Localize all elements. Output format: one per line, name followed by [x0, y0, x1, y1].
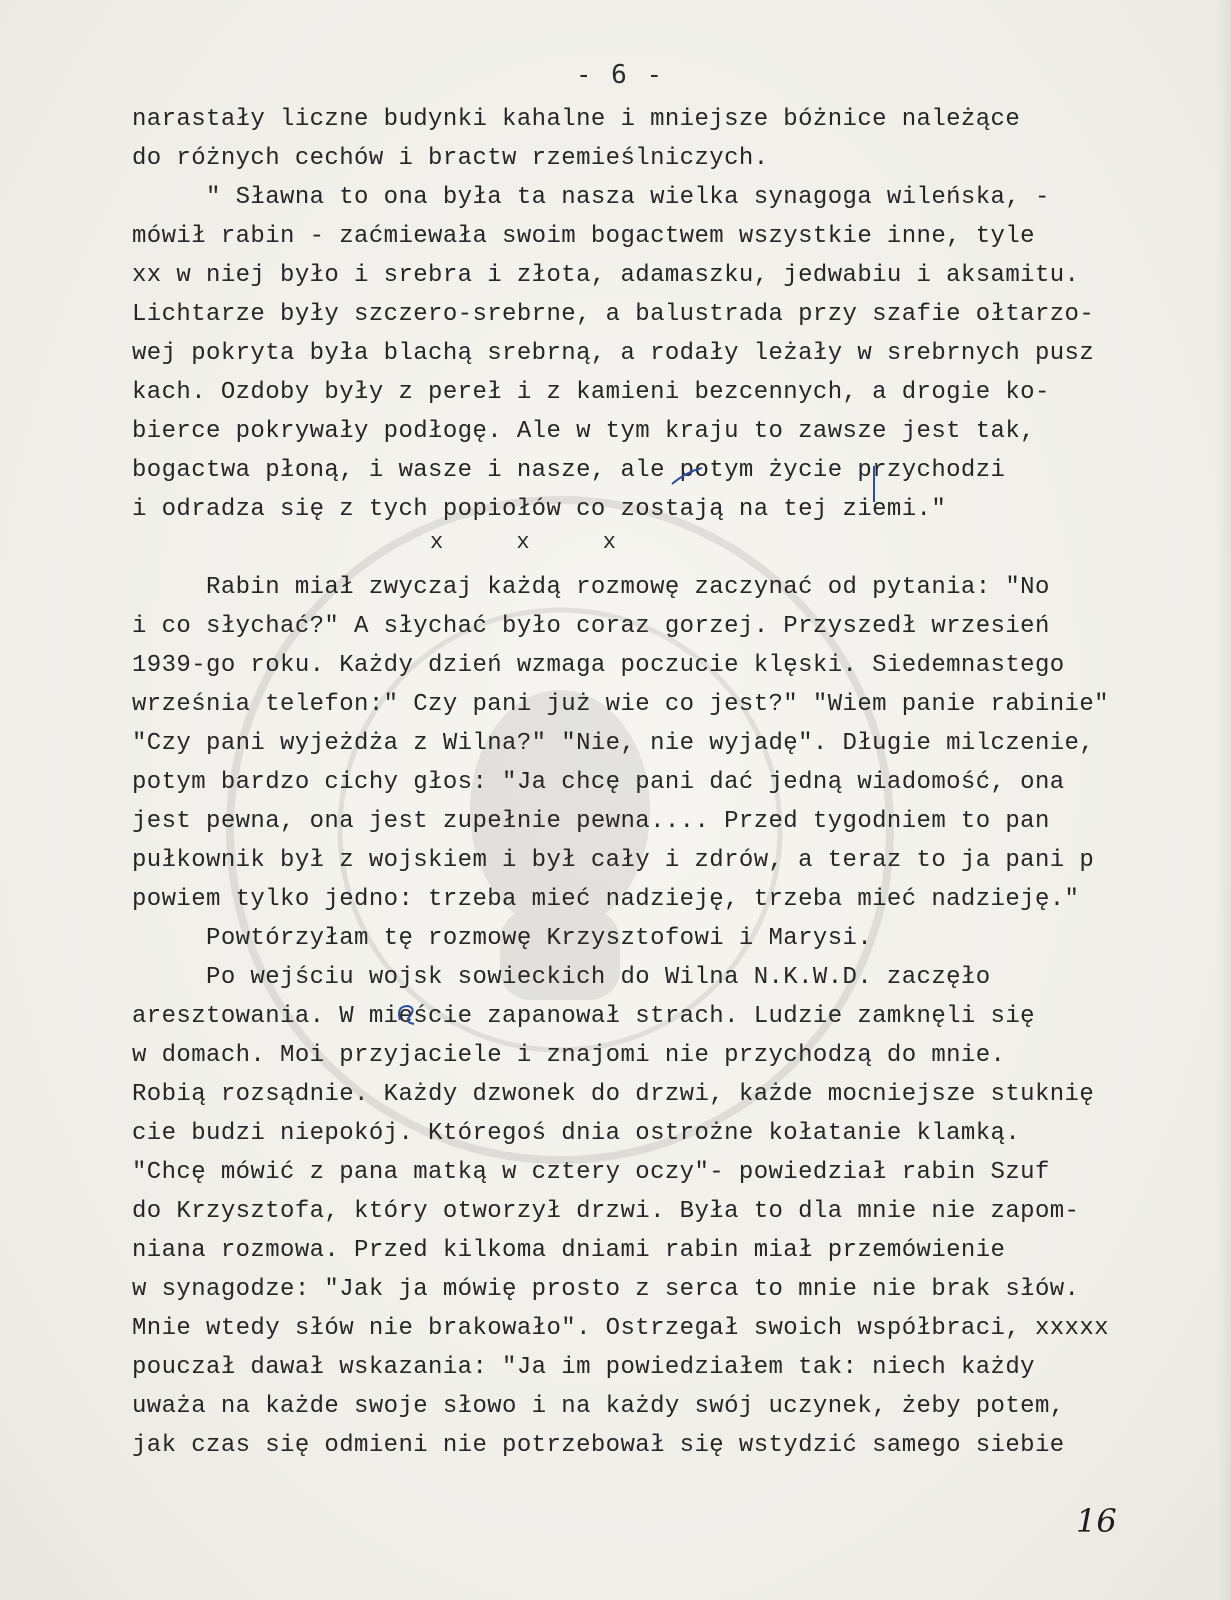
text-line: Powtórzyłam tę rozmowę Krzysztofowi i Marysi. — [132, 925, 873, 952]
text-line: Lichtarze były szczero-srebrne, a balustrada przy szafie ołtarzo- — [132, 301, 1095, 328]
text-line: pouczał dawał wskazania: "Ja im powiedziałem tak: niech każdy — [132, 1354, 1035, 1381]
text-line: do różnych cechów i bractw rzemieślniczych. — [132, 145, 769, 172]
text-line: uważa na każde swoje słowo i na każdy swój uczynek, żeby potem, — [132, 1393, 1065, 1420]
text-line: xx w niej było i srebra i złota, adamaszku, jedwabiu i aksamitu. — [132, 262, 1080, 289]
page-number: - 6 - — [575, 60, 665, 90]
text-line: "Chcę mówić z pana matką w cztery oczy"- powiedział rabin Szuf — [132, 1159, 1050, 1186]
text-line: września telefon:" Czy pani już wie co jest?" "Wiem panie rabinie" — [132, 691, 1109, 718]
blank-line — [132, 529, 1202, 568]
text-line: mówił rabin - zaćmiewała swoim bogactwem wszystkie inne, tyle — [132, 223, 1035, 250]
text-line: "Czy pani wyjeżdża z Wilna?" "Nie, nie wyjadę". Długie milczenie, — [132, 730, 1095, 757]
text-line: wej pokryta była blachą srebrną, a rodały leżały w srebrnych pusz — [132, 340, 1095, 367]
text-line: narastały liczne budynki kahalne i mniejsze bóżnice należące — [132, 106, 1021, 133]
page-edge-shadow — [1217, 0, 1231, 1600]
text-line: do Krzysztofa, który otworzył drzwi. Była to dla mnie nie zapom- — [132, 1198, 1080, 1225]
section-separator: x x x — [430, 530, 647, 555]
text-line: i co słychać?" A słychać było coraz gorzej. Przyszedł wrzesień — [132, 613, 1050, 640]
text-line: powiem tylko jedno: trzeba mieć nadzieję, trzeba mieć nadzieję." — [132, 886, 1080, 913]
text-line: pułkownik był z wojskiem i był cały i zdrów, a teraz to ja pani p — [132, 847, 1095, 874]
typed-body-text — [132, 100, 1202, 1465]
text-line: w synagodze: "Jak ja mówię prosto z serca to mnie nie brak słów. — [132, 1276, 1080, 1303]
text-line: bierce pokrywały podłogę. Ale w tym kraju to zawsze jest tak, — [132, 418, 1035, 445]
text-line: kach. Ozdoby były z pereł i z kamieni bezcennych, a drogie ko- — [132, 379, 1050, 406]
text-line: aresztowania. W mieście zapanował strach. Ludzie zamknęli się — [132, 1003, 1035, 1030]
text-line: jest pewna, ona jest zupełnie pewna.... Przed tygodniem to pan — [132, 808, 1050, 835]
text-line: potym bardzo cichy głos: "Ja chcę pani dać jedną wiadomość, ona — [132, 769, 1065, 796]
text-line: cie budzi niepokój. Któregoś dnia ostrożne kołatanie klamką. — [132, 1120, 1021, 1147]
text-line: 1939-go roku. Każdy dzień wzmaga poczucie klęski. Siedemnastego — [132, 652, 1065, 679]
folio-number: 16 — [1076, 1502, 1117, 1540]
text-line: Rabin miał zwyczaj każdą rozmowę zaczynać od pytania: "No — [132, 574, 1050, 601]
text-line: jak czas się odmieni nie potrzebował się wstydzić samego siebie — [132, 1432, 1065, 1459]
text-line: i odradza się z tych popiołów co zostają na tej ziemi." — [132, 496, 947, 523]
text-line: " Sławna to ona była ta nasza wielka synagoga wileńska, - — [132, 184, 1050, 211]
text-line: Mnie wtedy słów nie brakowało". Ostrzegał swoich współbraci, xxxxx — [132, 1315, 1109, 1342]
text-line: w domach. Moi przyjaciele i znajomi nie przychodzą do mnie. — [132, 1042, 1006, 1069]
text-line: Po wejściu wojsk sowieckich do Wilna N.K.W.D. zaczęło — [132, 964, 991, 991]
text-line: Robią rozsądnie. Każdy dzwonek do drzwi, każde mocniejsze stuknię — [132, 1081, 1095, 1108]
text-line: niana rozmowa. Przed kilkoma dniami rabin miał przemówienie — [132, 1237, 1006, 1264]
text-line: bogactwa płoną, i wasze i nasze, ale potym życie przychodzi — [132, 457, 1006, 484]
